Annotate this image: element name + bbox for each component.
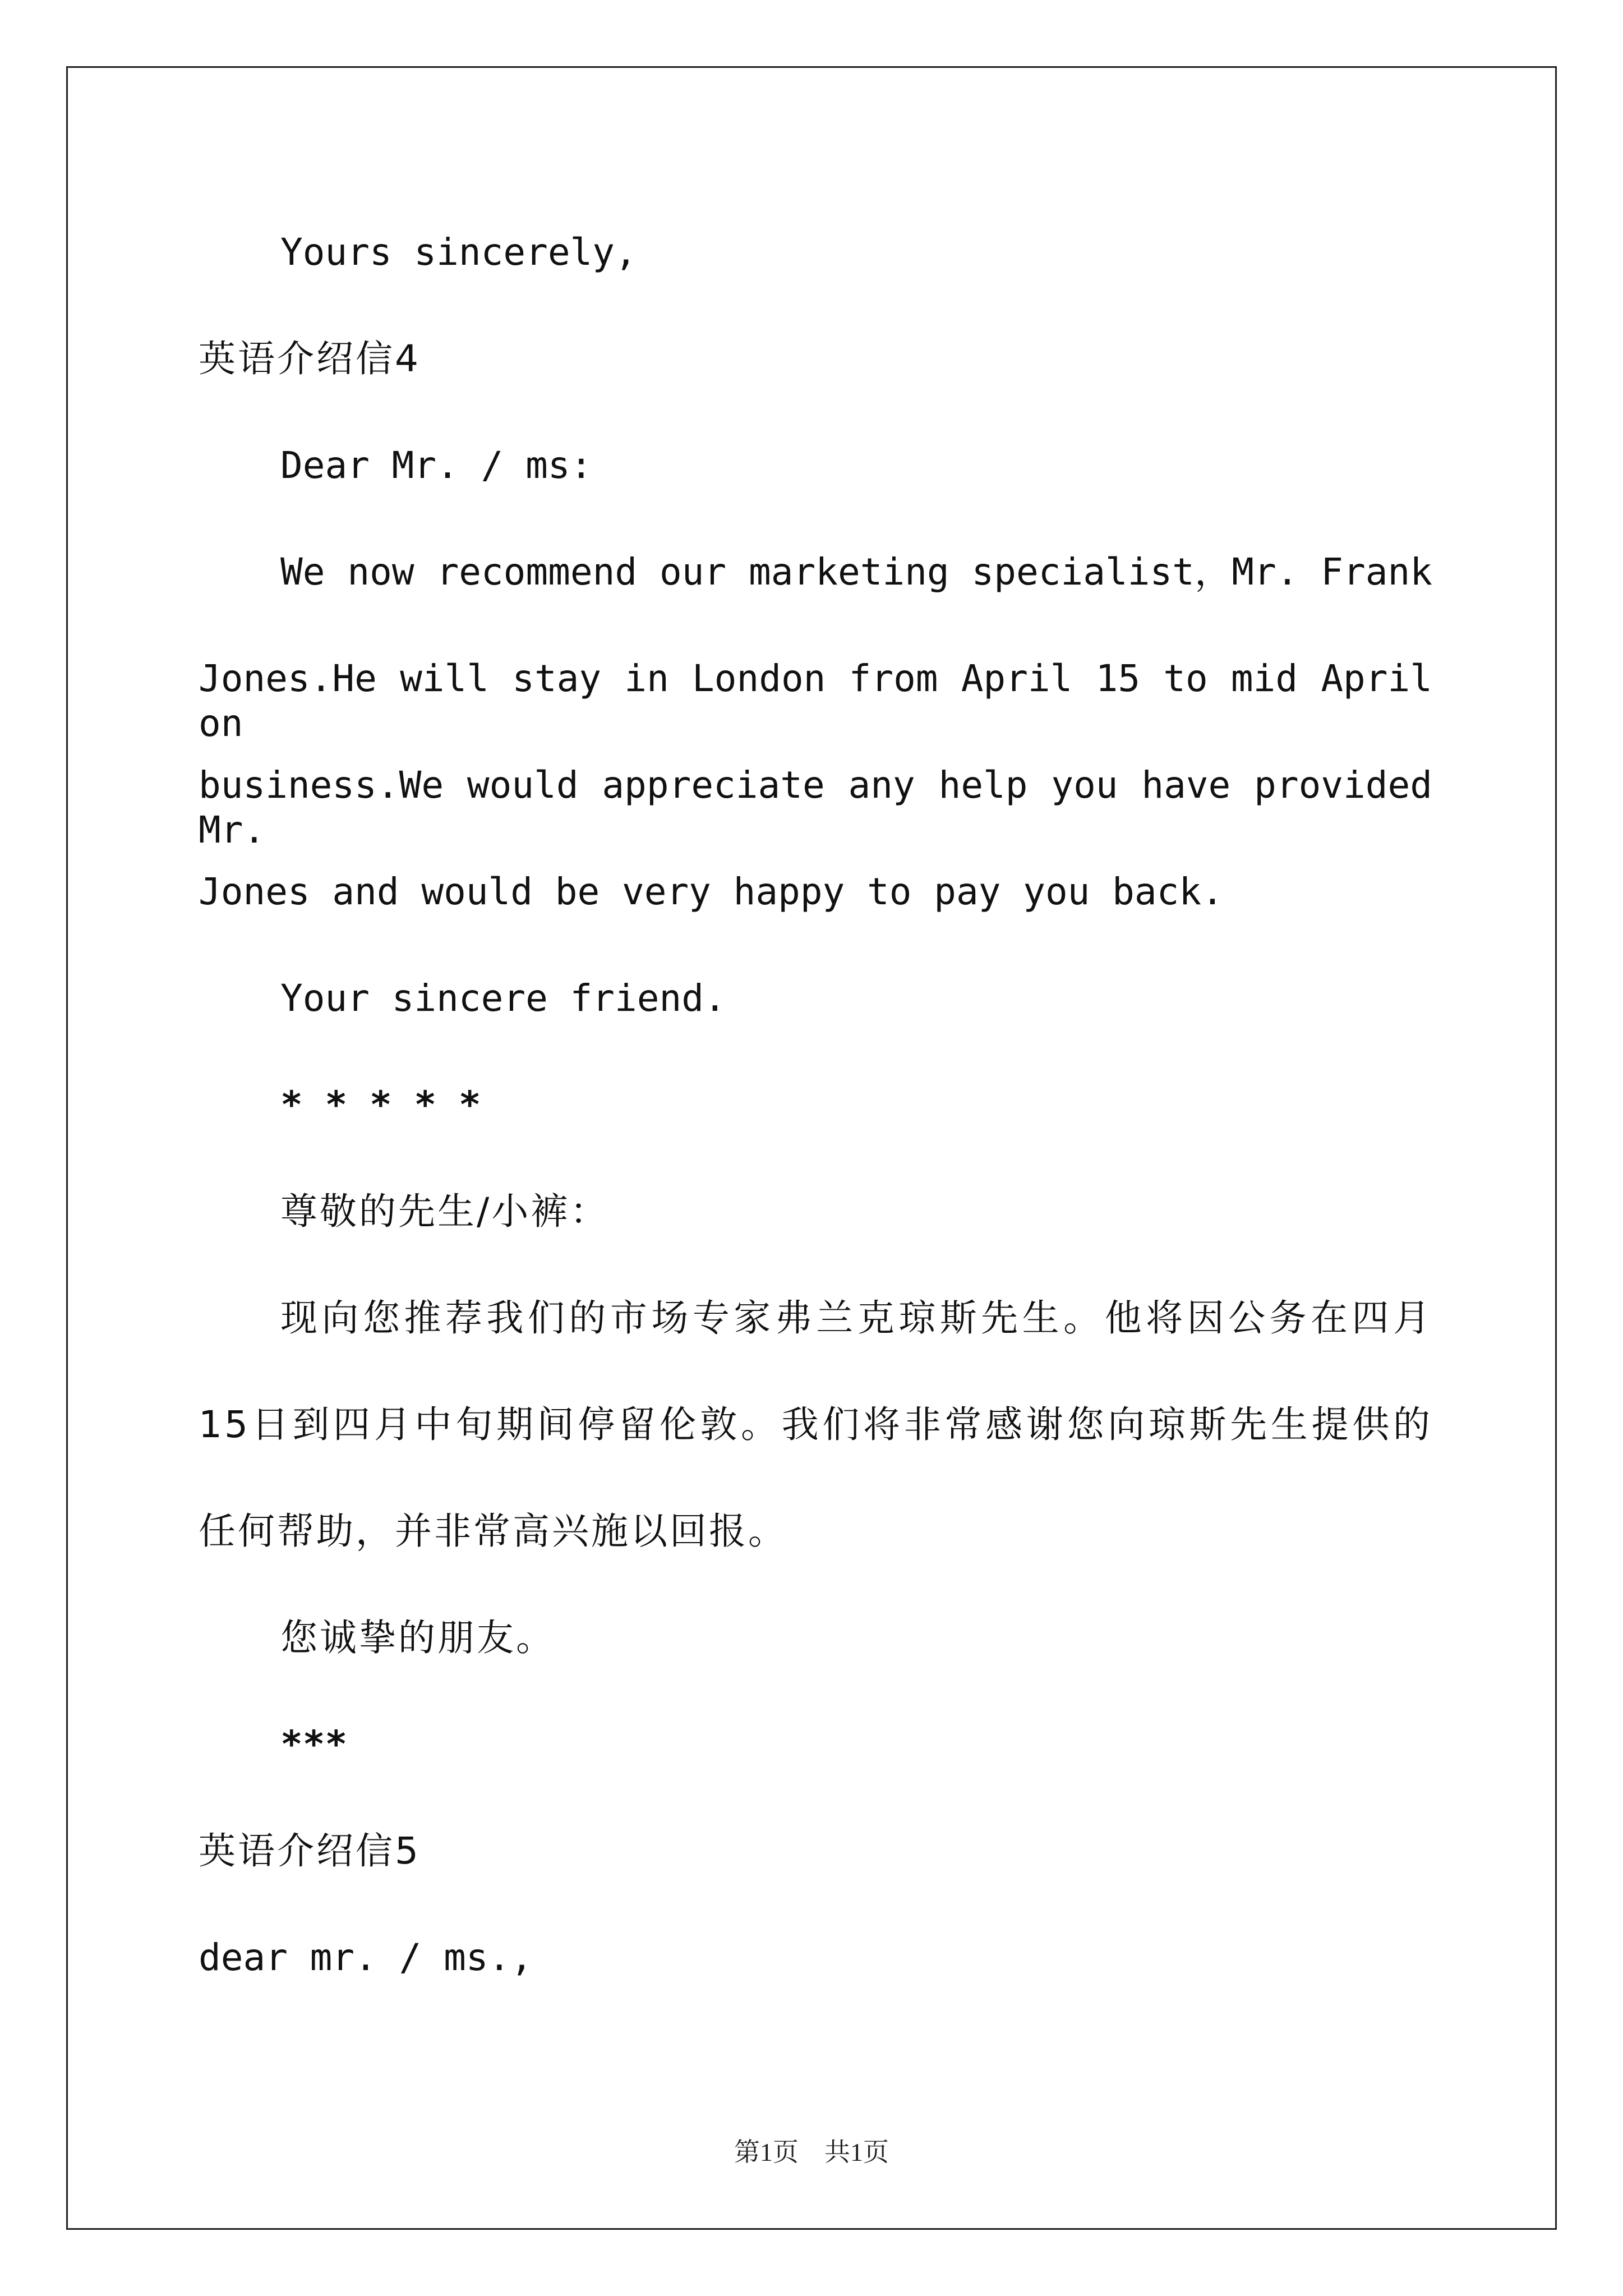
closing-line: Yours sincerely, — [280, 231, 637, 274]
chinese-paragraph-line: 现向您推荐我们的市场专家弗兰克琼斯先生。他将因公务在四月 — [280, 1296, 1432, 1340]
chinese-paragraph-line: 15日到四月中旬期间停留伦敦。我们将非常感谢您向琼斯先生提供的 — [199, 1403, 1432, 1446]
body-paragraph-line: Jones and would be very happy to pay you back. — [199, 870, 1224, 913]
body-paragraph-line: We now recommend our marketing specialist，Mr. Frank — [280, 550, 1432, 593]
section-heading-5: 英语介绍信5 — [199, 1829, 421, 1872]
page-footer: 第1页 共1页 — [734, 2138, 889, 2166]
sign-off: Your sincere friend. — [280, 977, 726, 1020]
salutation: dear mr. / ms., — [199, 1936, 533, 1979]
section-heading-4: 英语介绍信4 — [199, 337, 421, 380]
page-border — [66, 66, 1557, 2230]
chinese-salutation: 尊敬的先生/小裤： — [280, 1190, 610, 1233]
salutation: Dear Mr. / ms: — [280, 444, 593, 487]
body-paragraph-line: Jones.He will stay in London from April 15 to mid April on — [199, 657, 1432, 745]
chinese-sign-off: 您诚挚的朋友。 — [280, 1616, 555, 1659]
chinese-paragraph-line: 任何帮助，并非常高兴施以回报。 — [199, 1510, 787, 1553]
separator: * * * * * — [280, 1083, 481, 1126]
body-paragraph-line: business.We would appreciate any help you have provided Mr. — [199, 763, 1432, 852]
separator: *** — [280, 1723, 348, 1766]
